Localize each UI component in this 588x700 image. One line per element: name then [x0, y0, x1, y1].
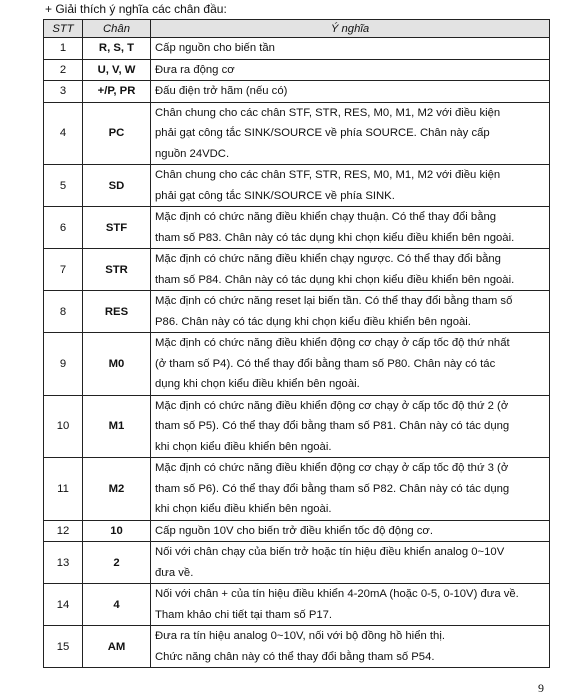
description-line: đưa về.: [155, 566, 194, 579]
header-pin: Chân: [83, 20, 151, 38]
row-number: 7: [44, 249, 83, 291]
table-row: [44, 458, 550, 521]
pin-description: [151, 165, 550, 207]
description-line: Cấp nguồn 10V cho biến trở điều khiển tốc độ động cơ.: [155, 524, 433, 537]
pin-description: [151, 542, 550, 584]
table-row: [44, 520, 550, 542]
description-line: khi chọn kiểu điều khiển bên ngoài.: [155, 440, 332, 453]
pin-name: 4: [83, 584, 151, 626]
page-number: 9: [538, 681, 544, 695]
table-row: [44, 249, 550, 291]
description-line: Mặc định có chức năng điều khiển chạy ngược. Có thể thay đổi bằng: [155, 253, 501, 265]
pin-description: [151, 38, 550, 60]
intro-heading: + Giải thích ý nghĩa các chân đầu:: [45, 2, 227, 16]
description-line: Chức năng chân này có thể thay đổi bằng tham số P54.: [155, 650, 435, 663]
pin-description: [151, 584, 550, 626]
table-row: [44, 542, 550, 584]
description-line: Đưa ra tín hiệu analog 0~10V, nối với bộ đồng hồ hiển thị.: [155, 630, 445, 642]
description-line: Mặc định có chức năng điều khiển chạy thuận. Có thể thay đổi bằng: [155, 211, 497, 223]
description-line: P86. Chân này có tác dụng khi chọn kiểu điều khiển bên ngoài.: [155, 315, 471, 328]
description-line: tham số P6). Có thể thay đổi bằng tham số P82. Chân này có tác dụng: [155, 482, 510, 495]
pin-name: STF: [83, 207, 151, 249]
row-number: 13: [44, 542, 83, 584]
row-number: 11: [44, 458, 83, 521]
pin-name: RES: [83, 291, 151, 333]
row-number: 3: [44, 81, 83, 103]
table-row: [44, 333, 550, 396]
row-number: 14: [44, 584, 83, 626]
table-body: [44, 38, 550, 668]
header-stt: STT: [44, 20, 83, 38]
description-line: Mặc định có chức năng điều khiển động cơ chạy ở cấp tốc độ thứ 2 (ở: [155, 399, 509, 412]
table-header-row: [44, 20, 550, 38]
description-line: tham số P84. Chân này có tác dụng khi chọn kiểu điều khiển bên ngoài.: [155, 273, 515, 286]
pin-name: M2: [83, 458, 151, 521]
description-line: Cấp nguồn cho biến tần: [155, 42, 275, 54]
row-number: 15: [44, 626, 83, 668]
pin-name: PC: [83, 102, 151, 165]
table-row: [44, 165, 550, 207]
description-line: phải gạt công tắc SINK/SOURCE về phía SOURCE. Chân này cấp: [155, 127, 490, 139]
row-number: 12: [44, 520, 83, 542]
pin-description: [151, 458, 550, 521]
pin-description: [151, 102, 550, 165]
pin-description: [151, 207, 550, 249]
pin-name: M1: [83, 395, 151, 458]
row-number: 1: [44, 38, 83, 60]
pin-name: U, V, W: [83, 59, 151, 81]
pin-name: 10: [83, 520, 151, 542]
table-row: [44, 38, 550, 60]
table-row: [44, 102, 550, 165]
pin-description: [151, 333, 550, 396]
row-number: 10: [44, 395, 83, 458]
pin-description: [151, 59, 550, 81]
description-line: nguồn 24VDC.: [155, 147, 230, 160]
row-number: 2: [44, 59, 83, 81]
description-line: Mặc định có chức năng điều khiển động cơ chạy ở cấp tốc độ thứ 3 (ở: [155, 462, 509, 474]
row-number: 5: [44, 165, 83, 207]
description-line: Đưa ra động cơ: [155, 63, 235, 76]
pin-description: [151, 520, 550, 542]
pin-name: SD: [83, 165, 151, 207]
description-line: Đấu điện trở hãm (nếu có): [155, 85, 288, 97]
table-row: [44, 291, 550, 333]
pin-name: AM: [83, 626, 151, 668]
description-line: (ở tham số P4). Có thể thay đổi bằng tham số P80. Chân này có tác: [155, 357, 496, 370]
table-row: [44, 584, 550, 626]
pin-description: [151, 291, 550, 333]
pin-description: [151, 81, 550, 103]
pin-description: [151, 249, 550, 291]
pin-name: +/P, PR: [83, 81, 151, 103]
description-line: Tham khảo chi tiết tại tham số P17.: [155, 608, 333, 621]
pin-name: STR: [83, 249, 151, 291]
table-row: [44, 626, 550, 668]
pin-name: R, S, T: [83, 38, 151, 60]
row-number: 9: [44, 333, 83, 396]
description-line: phải gạt công tắc SINK/SOURCE về phía SINK.: [155, 189, 395, 202]
description-line: tham số P83. Chân này có tác dụng khi chọn kiểu điều khiển bên ngoài.: [155, 231, 515, 244]
row-number: 4: [44, 102, 83, 165]
description-line: Chân chung cho các chân STF, STR, RES, M0, M1, M2 với điều kiện: [155, 106, 501, 119]
description-line: Chân chung cho các chân STF, STR, RES, M0, M1, M2 với điều kiện: [155, 169, 501, 181]
table-row: [44, 395, 550, 458]
table-row: [44, 81, 550, 103]
pin-description: [151, 626, 550, 668]
description-line: khi chọn kiểu điều khiển bên ngoài.: [155, 503, 332, 515]
row-number: 6: [44, 207, 83, 249]
pin-table: [43, 19, 550, 668]
pin-name: 2: [83, 542, 151, 584]
header-meaning: Ý nghĩa: [151, 20, 550, 38]
description-line: dụng khi chọn kiểu điều khiển bên ngoài.: [155, 378, 360, 390]
row-number: 8: [44, 291, 83, 333]
table-row: [44, 207, 550, 249]
table-row: [44, 59, 550, 81]
description-line: tham số P5). Có thể thay đổi bằng tham số P81. Chân này có tác dụng: [155, 420, 510, 432]
description-line: Mặc định có chức năng reset lại biến tần. Có thể thay đổi bằng tham số: [155, 295, 513, 307]
description-line: Mặc định có chức năng điều khiển động cơ chạy ở cấp tốc độ thứ nhất: [155, 337, 510, 349]
description-line: Nối với chân chạy của biến trở hoặc tín hiệu điều khiển analog 0~10V: [155, 546, 505, 558]
description-line: Nối với chân + của tín hiệu điều khiển 4-20mA (hoặc 0-5, 0-10V) đưa về.: [155, 588, 519, 600]
pin-name: M0: [83, 333, 151, 396]
pin-description: [151, 395, 550, 458]
